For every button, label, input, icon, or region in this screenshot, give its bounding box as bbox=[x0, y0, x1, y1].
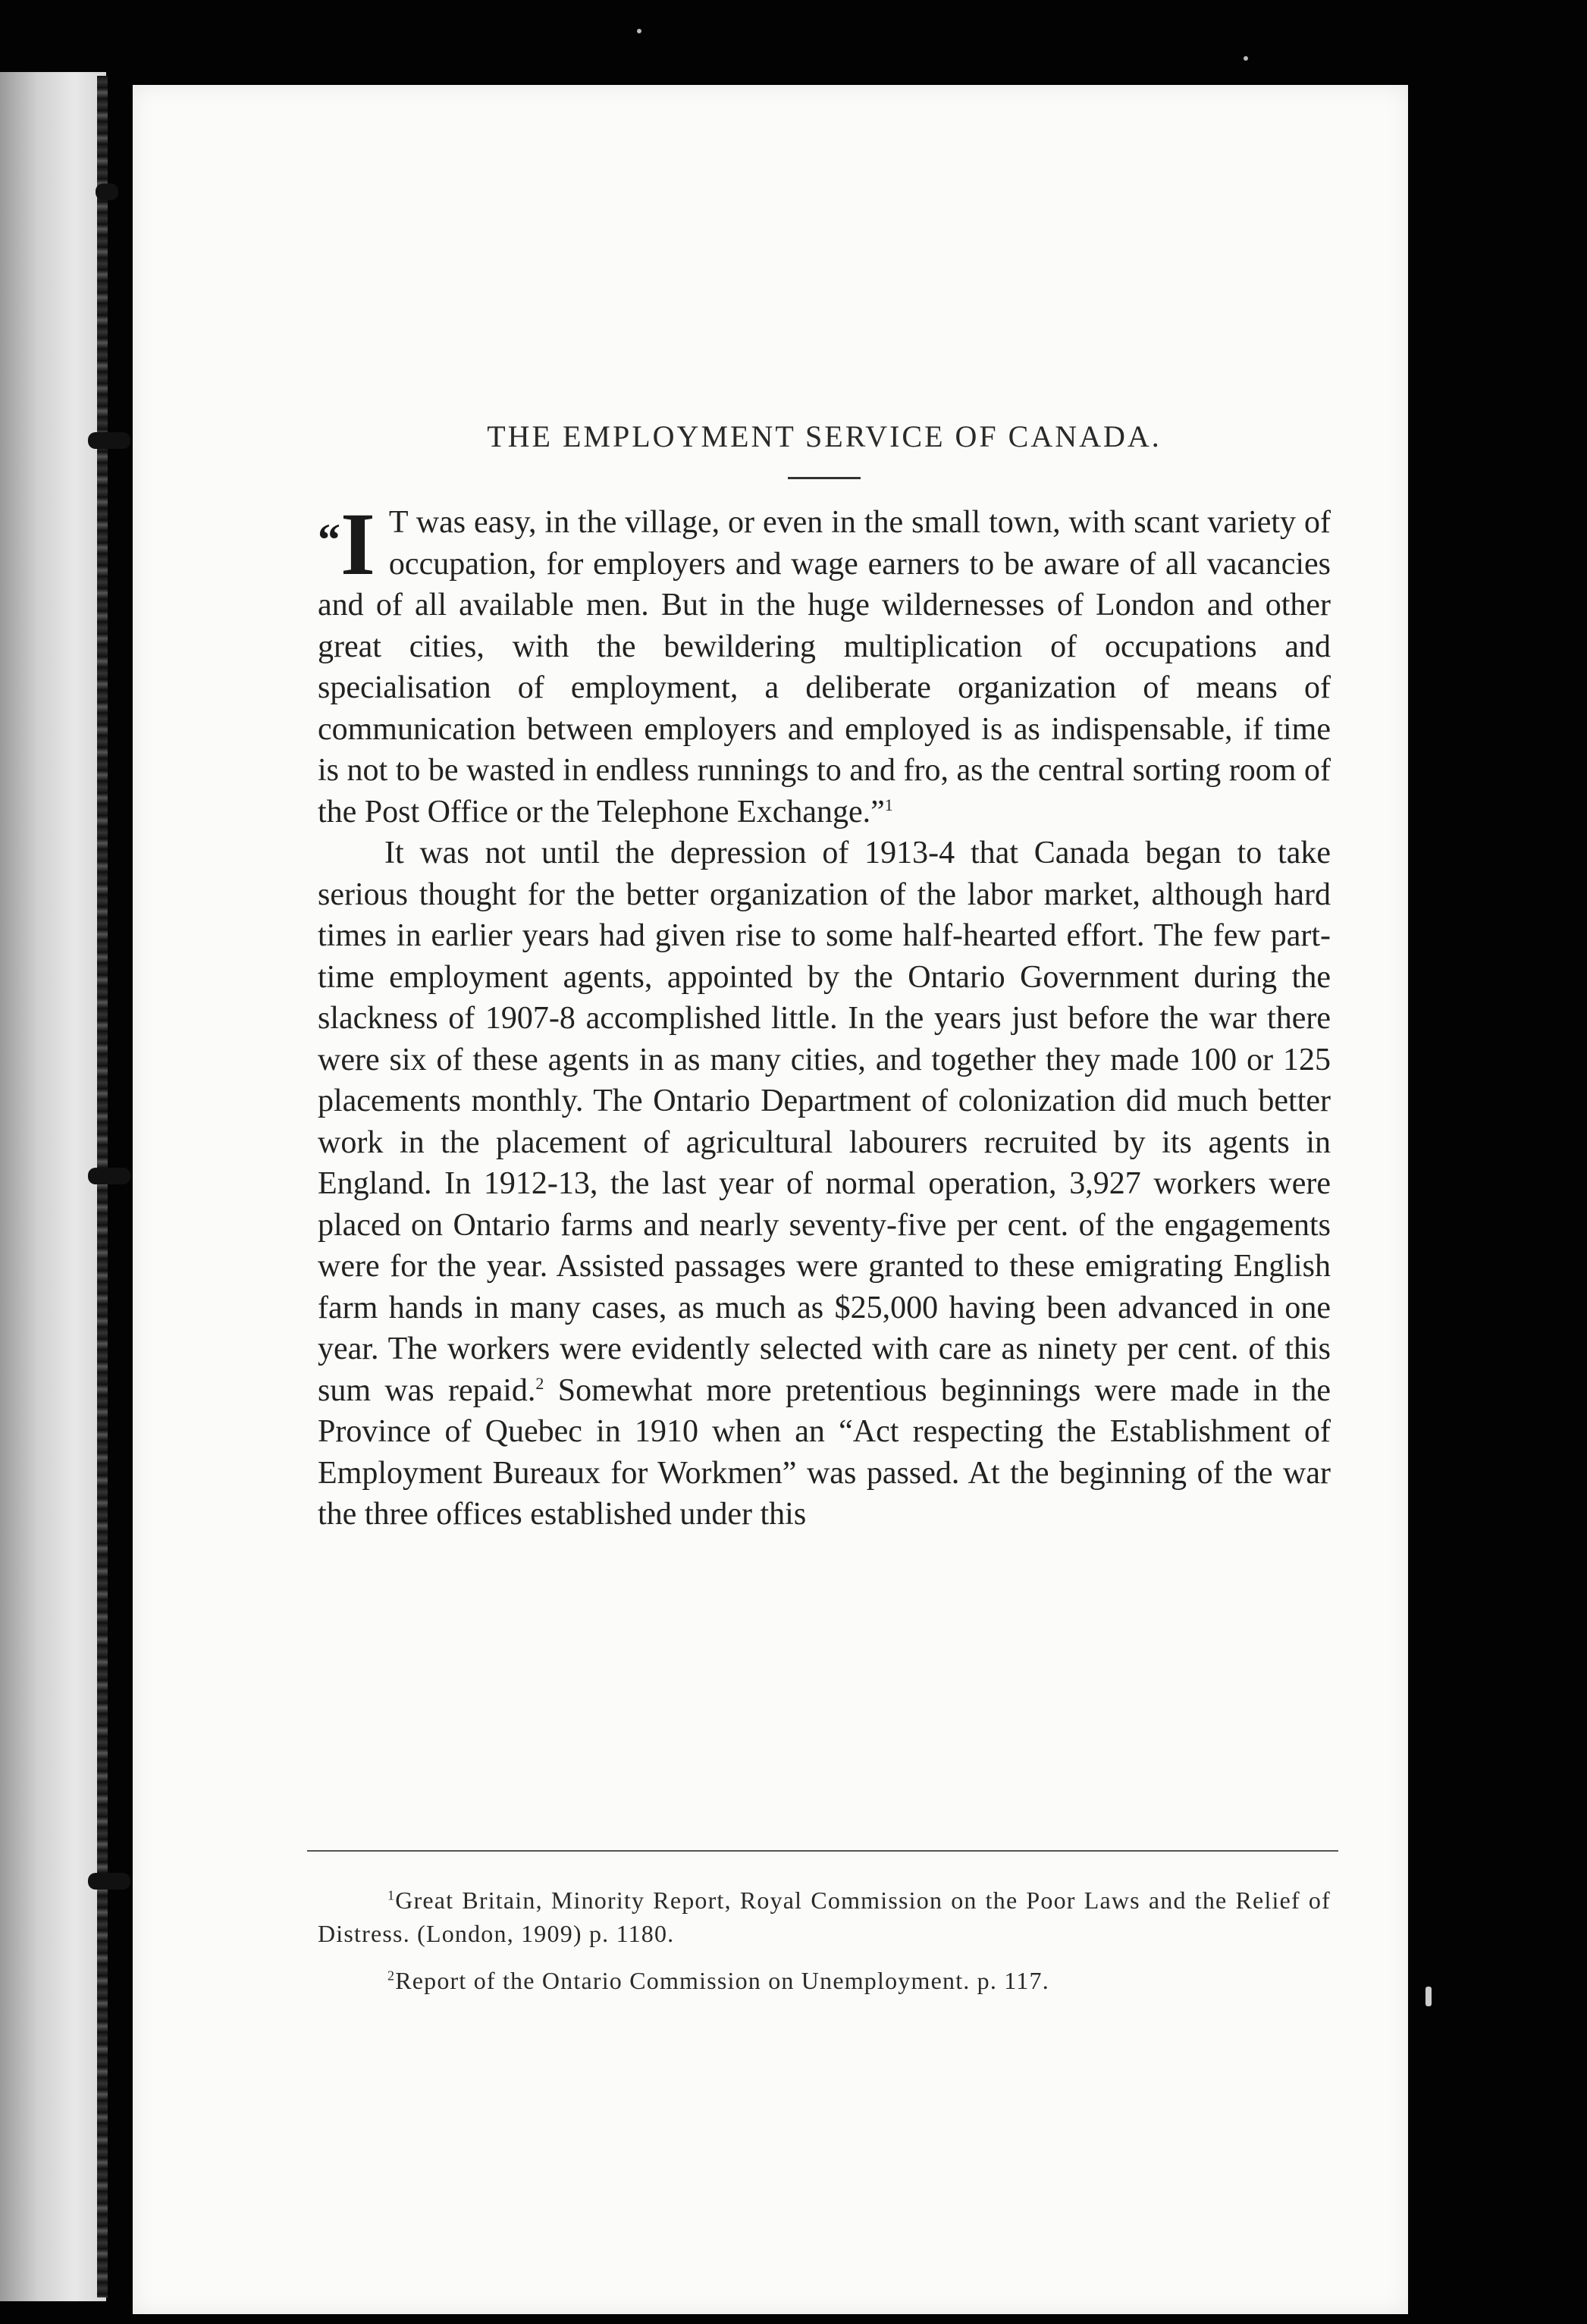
binding-stitch bbox=[88, 1873, 130, 1890]
footnote-1 bbox=[318, 1883, 1331, 1950]
facing-page-edge bbox=[0, 72, 106, 2301]
footnotes bbox=[318, 1883, 1331, 2011]
scan-artifact bbox=[1244, 56, 1248, 61]
footnote-1-mark: 1 bbox=[387, 1887, 396, 1903]
footnote-2-mark: 2 bbox=[387, 1968, 396, 1984]
binding-stitch bbox=[88, 1168, 130, 1184]
binding-stitch bbox=[96, 183, 118, 200]
binding-stitch bbox=[88, 432, 130, 449]
footnote-2-text: Report of the Ontario Commission on Unemployment. p. 117. bbox=[395, 1967, 1049, 1994]
footnote-2 bbox=[318, 1964, 1331, 1997]
paragraph-1 bbox=[318, 494, 1331, 833]
scan-artifact bbox=[637, 29, 641, 33]
paragraph-2-text-a: It was not until the depression of 1913-4 that Canada began to take serious thought for the better organization of the labor market, although hard times in earlier years had given rise to some half-hearted effort. The few part-time employment agents, appointed by the Ontario Government during the slackness of 1907-8 accomplished little. In the years just before the war there were six of these agents in as many cities, and together they made 100 or 125 placements monthly. The Ontario Department of colonization did much better work in the placement of agricultural labourers recruited by its agents in England. In 1912-13, the last year of normal operation, 3,927 workers were placed on Ontario farms and nearly seventy-five per cent. of the engagements were for the year. Assisted passages were granted to these emigrating English farm hands in many cases, as much as $25,000 having been advanced in one year. The workers were evidently selected with care as ninety per cent. of this sum was repaid. bbox=[318, 836, 1331, 1408]
footnote-1-text: Great Britain, Minority Report, Royal Commission on the Poor Laws and the Relief of Distress. (London, 1909) p. 1180. bbox=[318, 1886, 1331, 1947]
page-body bbox=[318, 419, 1331, 1535]
page-title: THE EMPLOYMENT SERVICE OF CANADA. bbox=[487, 419, 1162, 453]
paragraph-2 bbox=[318, 833, 1331, 1535]
paragraph-2-text-b: Somewhat more pretentious beginnings were made in the Province of Quebec in 1910 when an “Act respecting the Establishment of Employment Bureaux for Workmen” was passed. At the beginning of the war the three offices established under this bbox=[318, 1372, 1331, 1532]
page-binding bbox=[97, 76, 108, 2297]
footnote-divider bbox=[307, 1850, 1338, 1852]
footnote-ref-2: 2 bbox=[535, 1373, 544, 1393]
scan-artifact bbox=[1425, 1987, 1432, 2006]
drop-cap: “ I bbox=[318, 508, 375, 581]
title-divider bbox=[788, 477, 861, 479]
document-page bbox=[133, 85, 1408, 2314]
footnote-ref-1: 1 bbox=[884, 795, 893, 814]
paragraph-1-text: T was easy, in the village, or even in the small town, with scant variety of occupation, for employers and wage earners to be aware of all vacancies and of all available men. But in the huge wildernesses of London and other great cities, with the bewildering multiplication of occupations and specialisation of employment, a deliberate organization of means of communication between employers and employed is as indispensable, if time is not to be wasted in endless runnings to and fro, as the central sorting room of the Post Office or the Telephone Exchange.” bbox=[318, 505, 1331, 830]
